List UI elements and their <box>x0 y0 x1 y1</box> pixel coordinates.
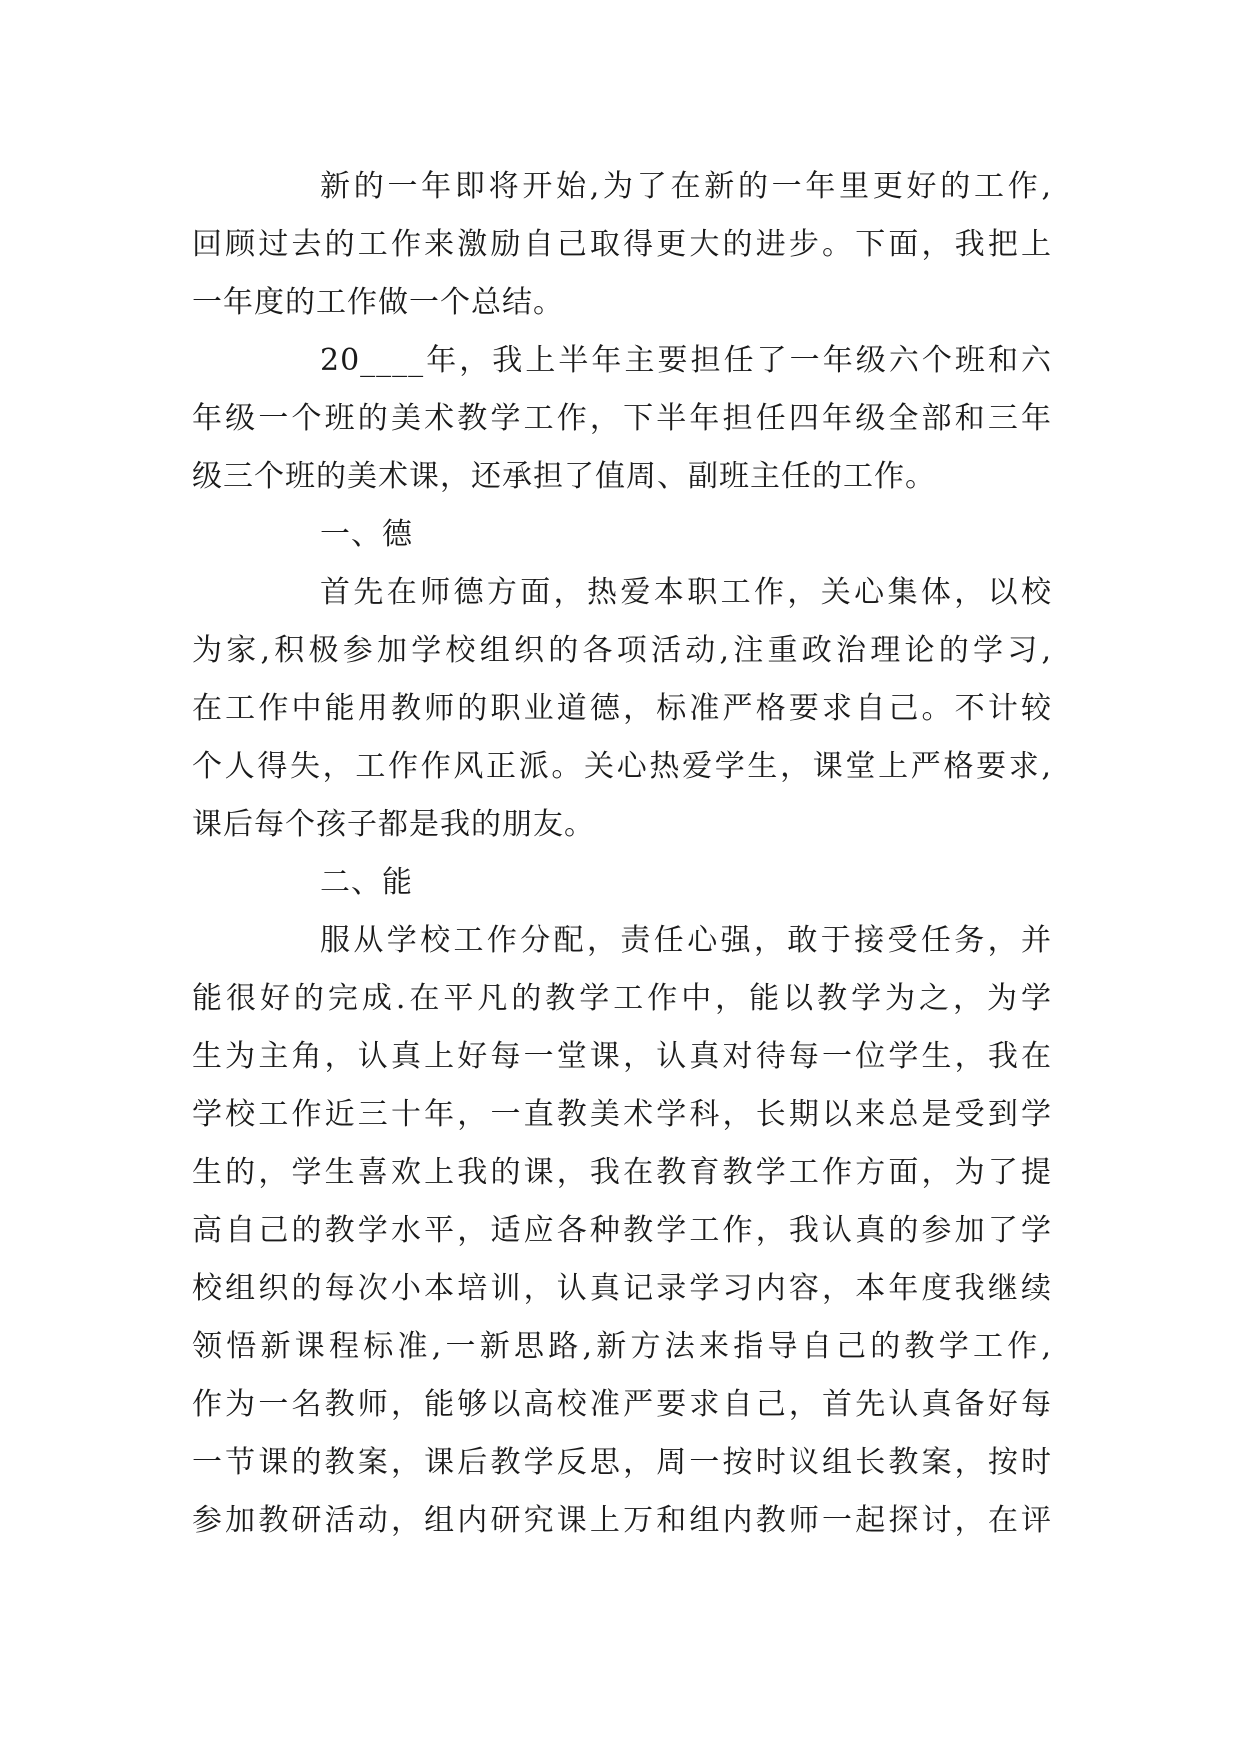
text-line: 一年度的工作做一个总结。 <box>192 285 564 320</box>
text-line: 年级一个班的美术教学工作，下半年担任四年级全部和三年 <box>192 401 1052 436</box>
text-line: 个人得失，工作作风正派。关心热爱学生，课堂上严格要求, <box>192 749 1052 784</box>
text-line: 首先在师德方面，热爱本职工作，关心集体，以校 <box>320 575 1052 610</box>
text-line: 领悟新课程标准,一新思路,新方法来指导自己的教学工作, <box>192 1329 1052 1364</box>
text-line: 生的，学生喜欢上我的课，我在教育教学工作方面，为了提 <box>192 1155 1052 1190</box>
text-line: 为家,积极参加学校组织的各项活动,注重政治理论的学习, <box>192 633 1052 668</box>
text-line: 回顾过去的工作来激励自己取得更大的进步。下面，我把上 <box>192 227 1052 262</box>
text-line: 新的一年即将开始,为了在新的一年里更好的工作, <box>320 169 1052 204</box>
section-heading: 二、能 <box>320 865 413 900</box>
text-line: 校组织的每次小本培训，认真记录学习内容，本年度我继续 <box>192 1271 1052 1306</box>
text-line: 20____年，我上半年主要担任了一年级六个班和六 <box>320 343 1052 378</box>
text-line: 课后每个孩子都是我的朋友。 <box>192 807 595 842</box>
text-line: 服从学校工作分配，责任心强，敢于接受任务，并 <box>320 923 1052 958</box>
text-line: 能很好的完成.在平凡的教学工作中，能以教学为之，为学 <box>192 981 1052 1016</box>
text-line: 参加教研活动，组内研究课上万和组内教师一起探讨，在评 <box>192 1503 1052 1538</box>
text-line: 高自己的教学水平，适应各种教学工作，我认真的参加了学 <box>192 1213 1052 1248</box>
section-heading: 一、德 <box>320 517 413 552</box>
text-line: 学校工作近三十年，一直教美术学科，长期以来总是受到学 <box>192 1097 1052 1132</box>
text-line: 一节课的教案，课后教学反思，周一按时议组长教案，按时 <box>192 1445 1052 1480</box>
text-line: 作为一名教师，能够以高校准严要求自己，首先认真备好每 <box>192 1387 1052 1422</box>
document-body <box>192 158 1052 1550</box>
text-line: 级三个班的美术课，还承担了值周、副班主任的工作。 <box>192 459 936 494</box>
text-line: 在工作中能用教师的职业道德，标准严格要求自己。不计较 <box>192 691 1052 726</box>
text-line: 生为主角，认真上好每一堂课，认真对待每一位学生，我在 <box>192 1039 1052 1074</box>
